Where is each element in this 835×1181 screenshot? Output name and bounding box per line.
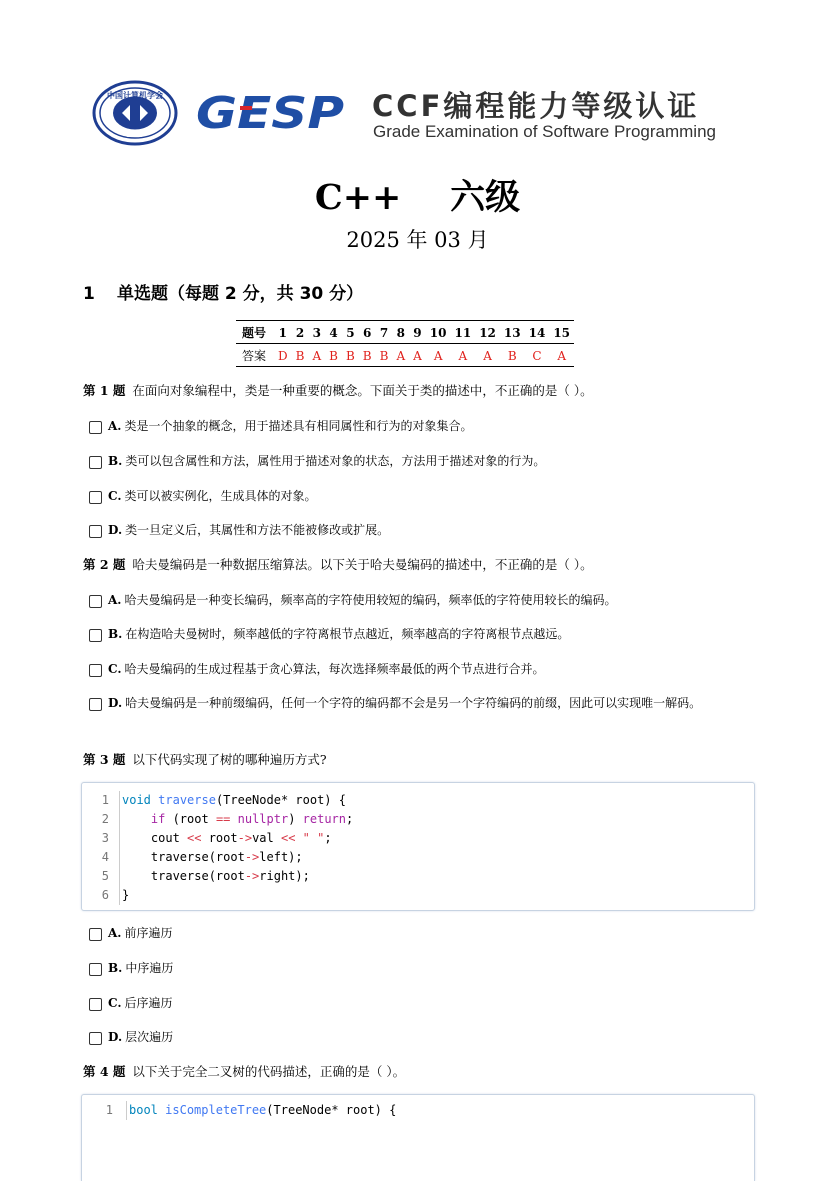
line-number: 4 [101, 850, 109, 864]
checkbox-icon[interactable] [89, 595, 102, 608]
ccf-logo-cn: 中国计算机学会 [107, 91, 163, 100]
question-label: 第 2 题 [83, 557, 126, 572]
question-3 [83, 751, 327, 769]
answer-cell: B [507, 348, 517, 363]
answer-table-answer-label: 答案 [242, 349, 267, 363]
answer-cell: C [532, 348, 542, 363]
option-letter: D. [108, 696, 123, 710]
option-text: 层次遍历 [125, 1030, 174, 1044]
question-label: 第 4 题 [83, 1064, 126, 1079]
question-2 [83, 556, 593, 574]
option-letter: B. [108, 627, 123, 641]
answer-cell: B [295, 348, 305, 363]
option-text: 前序遍历 [124, 926, 173, 940]
answer-cell: B [362, 348, 372, 363]
exam-header [92, 80, 752, 148]
code-lines [126, 1101, 396, 1120]
checkbox-icon[interactable] [89, 963, 102, 976]
question-text: 以下关于完全二叉树的代码描述，正确的是（ ）。 [132, 1064, 406, 1079]
answer-cell: A [433, 348, 443, 363]
option-text: 在构造哈夫曼树时，频率越低的字符离根节点越近，频率越高的字符离根节点越远。 [125, 627, 570, 641]
answer-cell: B [345, 348, 355, 363]
checkbox-icon[interactable] [89, 998, 102, 1011]
q-number: 15 [549, 321, 574, 344]
q-number: 1 [274, 321, 292, 344]
line-number: 1 [101, 793, 109, 807]
answer-table-answer-row [236, 344, 574, 367]
line-numbers [86, 1101, 113, 1120]
code-lines [119, 791, 353, 905]
section-number: 1 [83, 284, 95, 304]
question-text: 以下代码实现了树的哪种遍历方式? [132, 752, 327, 767]
option-letter: A. [108, 593, 122, 607]
line-number: 6 [101, 888, 109, 902]
answer-table [236, 320, 574, 367]
answer-table-header-row [236, 321, 574, 344]
q-number: 6 [359, 321, 376, 344]
ccf-logo-abbr: CCF [124, 129, 146, 140]
answer-cell: A [312, 348, 322, 363]
q-number: 9 [409, 321, 426, 344]
line-number: 5 [101, 869, 109, 883]
header-title-en: Grade Examination of Software Programming [373, 122, 716, 141]
question-label: 第 1 题 [83, 383, 126, 398]
q3-option-b[interactable] [89, 959, 739, 978]
q-number: 14 [525, 321, 550, 344]
option-letter: C. [108, 996, 122, 1010]
answer-cell: A [483, 348, 492, 363]
option-letter: B. [108, 961, 123, 975]
code-line: void traverse(TreeNode* root) { [122, 793, 346, 807]
code-line: cout << root->val << " "; [122, 831, 332, 845]
header-title-cn: CCF编程能力等级认证 [372, 89, 700, 123]
answer-cell: D [278, 348, 288, 363]
q-number: 11 [451, 321, 476, 344]
line-number: 2 [101, 812, 109, 826]
question-4 [83, 1063, 405, 1081]
q3-option-c[interactable] [89, 994, 739, 1013]
exam-date: 2025 年 03 月 [346, 228, 489, 252]
q1-option-a[interactable] [89, 417, 739, 436]
option-text: 哈夫曼编码是一种变长编码，频率高的字符使用较短的编码，频率低的字符使用较长的编码。 [124, 593, 617, 607]
option-text: 类一旦定义后，其属性和方法不能被修改或扩展。 [125, 523, 390, 537]
question-text: 哈夫曼编码是一种数据压缩算法。以下关于哈夫曼编码的描述中，不正确的是（ ）。 [132, 557, 593, 572]
gesp-logo-text: GESP [196, 88, 344, 136]
answer-cell: A [557, 348, 566, 363]
answer-cell: A [396, 348, 406, 363]
code-line: if (root == nullptr) return; [150, 812, 354, 826]
option-text: 类可以包含属性和方法，属性用于描述对象的状态，方法用于描述对象的行为。 [125, 454, 546, 468]
answer-cell: A [458, 348, 468, 363]
checkbox-icon[interactable] [89, 456, 102, 469]
code-block-q3 [81, 782, 755, 911]
option-text: 哈夫曼编码是一种前缀编码，任何一个字符的编码都不会是另一个字符编码的前缀，因此可以实现唯一解码。 [125, 696, 702, 710]
q3-option-a[interactable] [89, 924, 739, 943]
checkbox-icon[interactable] [89, 629, 102, 642]
checkbox-icon[interactable] [89, 1032, 102, 1045]
answer-cell: B [379, 348, 389, 363]
q3-option-d[interactable] [89, 1028, 739, 1047]
question-label: 第 3 题 [83, 752, 126, 767]
ccf-logo [92, 80, 178, 146]
answer-cell: B [329, 348, 338, 363]
checkbox-icon[interactable] [89, 525, 102, 538]
option-letter: D. [108, 1030, 123, 1044]
question-1 [83, 382, 593, 400]
checkbox-icon[interactable] [89, 928, 102, 941]
q-number: 10 [426, 321, 451, 344]
q-number: 4 [325, 321, 342, 344]
option-text: 后序遍历 [124, 996, 173, 1010]
q1-option-b[interactable] [89, 452, 739, 471]
q-number: 2 [292, 321, 309, 344]
option-letter: B. [108, 454, 123, 468]
code-block-q4 [81, 1094, 755, 1181]
question-text: 在面向对象编程中，类是一种重要的概念。下面关于类的描述中，不正确的是（ ）。 [132, 383, 593, 398]
option-letter: C. [108, 662, 122, 676]
q2-option-a[interactable] [89, 591, 739, 610]
q-number: 12 [475, 321, 500, 344]
section-heading [83, 279, 363, 304]
checkbox-icon[interactable] [89, 421, 102, 434]
line-number: 1 [105, 1103, 113, 1117]
q2-option-d[interactable] [89, 694, 739, 713]
section-title: 单选题（每题 2 分，共 30 分） [117, 284, 364, 304]
exam-title: C++ 六级 [314, 177, 521, 218]
q2-option-c[interactable] [89, 660, 739, 679]
option-text: 中序遍历 [125, 961, 174, 975]
q1-option-c[interactable] [89, 487, 739, 506]
code-line: bool isCompleteTree(TreeNode* root) { [129, 1103, 397, 1117]
option-text: 哈夫曼编码的生成过程基于贪心算法，每次选择频率最低的两个节点进行合并。 [124, 662, 545, 676]
answer-table-header-label: 题号 [236, 321, 274, 344]
code-line: traverse(root->left); [122, 850, 303, 864]
option-letter: A. [108, 419, 122, 433]
code-line: traverse(root->right); [122, 869, 310, 883]
answer-cell: A [413, 348, 422, 363]
option-text: 类是一个抽象的概念，用于描述具有相同属性和行为的对象集合。 [124, 419, 473, 433]
line-number: 3 [101, 831, 109, 845]
q-number: 7 [376, 321, 393, 344]
option-letter: C. [108, 489, 122, 503]
option-letter: D. [108, 523, 123, 537]
q2-option-b[interactable] [89, 625, 739, 644]
checkbox-icon[interactable] [89, 698, 102, 711]
q-number: 3 [308, 321, 325, 344]
q1-option-d[interactable] [89, 521, 739, 540]
option-letter: A. [108, 926, 122, 940]
q-number: 5 [342, 321, 359, 344]
code-line: } [122, 888, 130, 902]
gesp-logo [196, 88, 346, 136]
line-numbers [82, 791, 109, 905]
checkbox-icon[interactable] [89, 664, 102, 677]
checkbox-icon[interactable] [89, 491, 102, 504]
q-number: 8 [392, 321, 409, 344]
option-text: 类可以被实例化，生成具体的对象。 [124, 489, 317, 503]
q-number: 13 [500, 321, 525, 344]
